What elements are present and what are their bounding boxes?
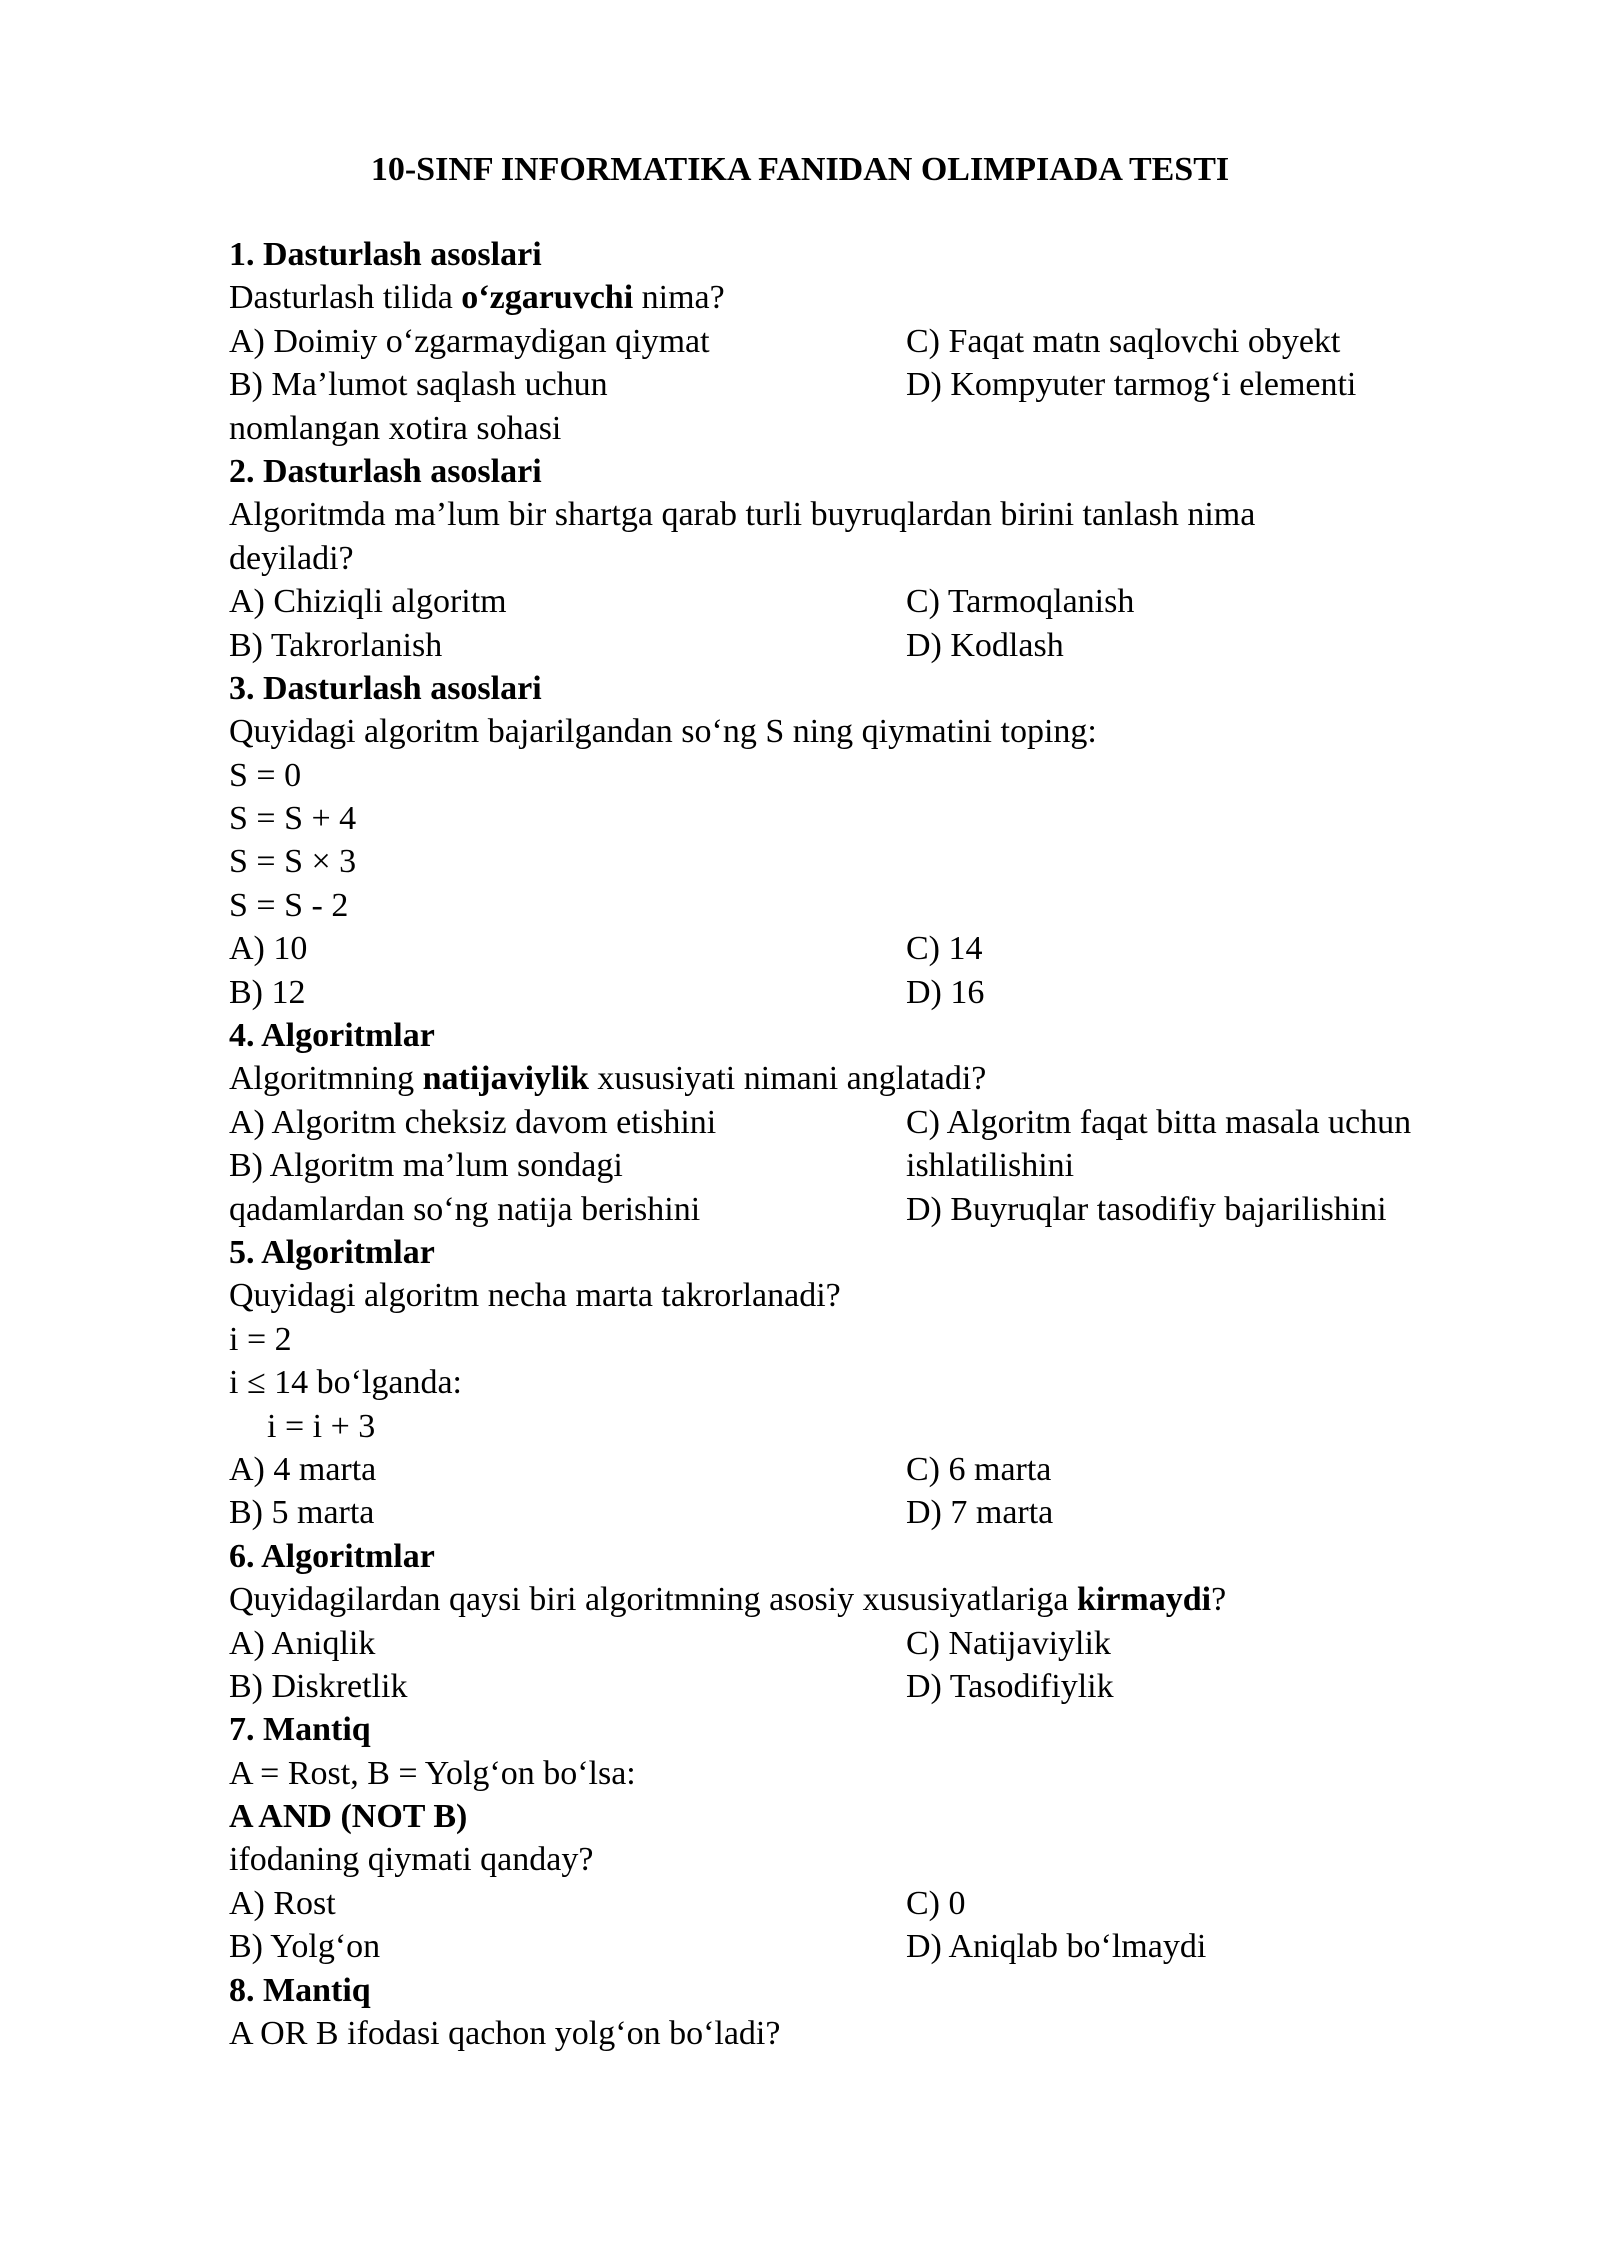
option-a: A) 4 marta: [229, 1450, 377, 1488]
code-line: S = S - 2: [229, 886, 349, 924]
question-heading: 8. Mantiq: [229, 1971, 371, 2009]
question-4: [229, 1014, 1479, 1231]
question-text: [229, 1578, 1479, 1621]
question-text: Quyidagi algoritm bajarilgandan so‘ng S ning qiymatini toping:: [229, 713, 1097, 751]
document-title: 10-SINF INFORMATIKA FANIDAN OLIMPIADA TESTI: [370, 151, 1230, 188]
question-7: [229, 1708, 1479, 1968]
option-b-continued: qadamlardan so‘ng natija berishini: [229, 1190, 701, 1228]
option-b-continued: nomlangan xotira sohasi: [229, 409, 562, 447]
options-row: [229, 580, 1479, 667]
option-a: A) Doimiy o‘zgarmaydigan qiymat: [229, 322, 710, 360]
option-a: A) 10: [229, 930, 308, 968]
question-text-part: Algoritmning: [229, 1060, 423, 1098]
code-line-indented: i = i + 3: [267, 1407, 376, 1445]
option-b: B) Takrorlanish: [229, 626, 443, 664]
option-b: B) 5 marta: [229, 1494, 375, 1532]
option-d: D) 16: [906, 973, 985, 1011]
option-d: D) Buyruqlar tasodifiy bajarilishini: [906, 1190, 1387, 1228]
question-text: [229, 276, 1479, 319]
question-text: A OR B ifodasi qachon yolg‘on bo‘ladi?: [229, 2015, 781, 2053]
question-keyword: natijaviylik: [422, 1060, 589, 1098]
option-c: C) Algoritm faqat bitta masala uchun: [906, 1103, 1412, 1141]
option-b: B) Yolg‘on: [229, 1928, 381, 1966]
option-d: D) 7 marta: [906, 1494, 1054, 1532]
question-6: [229, 1535, 1479, 1709]
question-text-part: xususiyati nimani anglatadi?: [588, 1060, 987, 1098]
question-text-continued: deyiladi?: [229, 539, 354, 577]
option-a: A) Chiziqli algoritm: [229, 583, 507, 621]
options-row: [229, 1622, 1479, 1709]
code-line: S = 0: [229, 756, 302, 794]
option-d: D) Kompyuter tarmog‘i elementi: [906, 366, 1357, 404]
option-c: C) Tarmoqlanish: [906, 583, 1135, 621]
option-d: D) Kodlash: [906, 626, 1064, 664]
question-text-continued: ifodaning qiymati qanday?: [229, 1841, 594, 1879]
question-keyword: kirmaydi: [1076, 1581, 1212, 1619]
options-row: [229, 320, 1479, 450]
question-text-part: nima?: [633, 279, 725, 317]
option-a: A) Rost: [229, 1884, 336, 1922]
question-heading: 7. Mantiq: [229, 1711, 371, 1749]
question-heading: 5. Algoritmlar: [229, 1233, 435, 1271]
options-row: [229, 927, 1479, 1014]
option-a: A) Algoritm cheksiz davom etishini: [229, 1103, 717, 1141]
question-text: Quyidagi algoritm necha marta takrorlanadi?: [229, 1277, 841, 1315]
question-8: [229, 1969, 1479, 2056]
question-text-part: ?: [1211, 1581, 1227, 1619]
code-line: i ≤ 14 bo‘lganda:: [229, 1364, 463, 1402]
logic-expression: A AND (NOT B): [229, 1798, 468, 1836]
option-c: C) 14: [906, 930, 983, 968]
question-heading: 1. Dasturlash asoslari: [229, 236, 542, 273]
code-line: S = S + 4: [229, 800, 357, 838]
option-d: D) Tasodifiylik: [906, 1667, 1114, 1705]
question-5: [229, 1231, 1479, 1535]
code-line: S = S × 3: [229, 843, 357, 881]
code-line: i = 2: [229, 1320, 292, 1358]
option-c-continued: ishlatilishini: [906, 1147, 1075, 1185]
option-c: C) 0: [906, 1884, 966, 1922]
question-2: [229, 450, 1479, 667]
option-c: C) Natijaviylik: [906, 1624, 1111, 1662]
questions-list: [229, 233, 1479, 2055]
option-b: B) Ma’lumot saqlash uchun: [229, 366, 608, 404]
question-text-part: Dasturlash tilida: [229, 279, 462, 317]
option-b: B) 12: [229, 973, 306, 1011]
option-d: D) Aniqlab bo‘lmaydi: [906, 1928, 1207, 1966]
options-row: [229, 1448, 1479, 1535]
question-text-part: Quyidagilardan qaysi biri algoritmning asosiy xususiyatlariga: [229, 1581, 1077, 1619]
question-heading: 4. Algoritmlar: [229, 1017, 435, 1055]
question-heading: 2. Dasturlash asoslari: [229, 452, 542, 490]
question-text: A = Rost, B = Yolg‘on bo‘lsa:: [229, 1754, 636, 1792]
question-heading: 6. Algoritmlar: [229, 1537, 435, 1575]
question-1: [229, 233, 1479, 450]
option-b: B) Algoritm ma’lum sondagi: [229, 1147, 623, 1185]
question-keyword: o‘zgaruvchi: [461, 279, 634, 317]
options-row: [229, 1101, 1479, 1231]
option-b: B) Diskretlik: [229, 1667, 408, 1705]
options-row: [229, 1882, 1479, 1969]
option-c: C) 6 marta: [906, 1450, 1052, 1488]
question-text: Algoritmda ma’lum bir shartga qarab turli buyruqlardan birini tanlash nima: [229, 496, 1256, 534]
question-text: [229, 1057, 1479, 1100]
option-c: C) Faqat matn saqlovchi obyekt: [906, 322, 1341, 360]
option-a: A) Aniqlik: [229, 1624, 376, 1662]
question-heading: 3. Dasturlash asoslari: [229, 669, 542, 707]
question-3: [229, 667, 1479, 1014]
